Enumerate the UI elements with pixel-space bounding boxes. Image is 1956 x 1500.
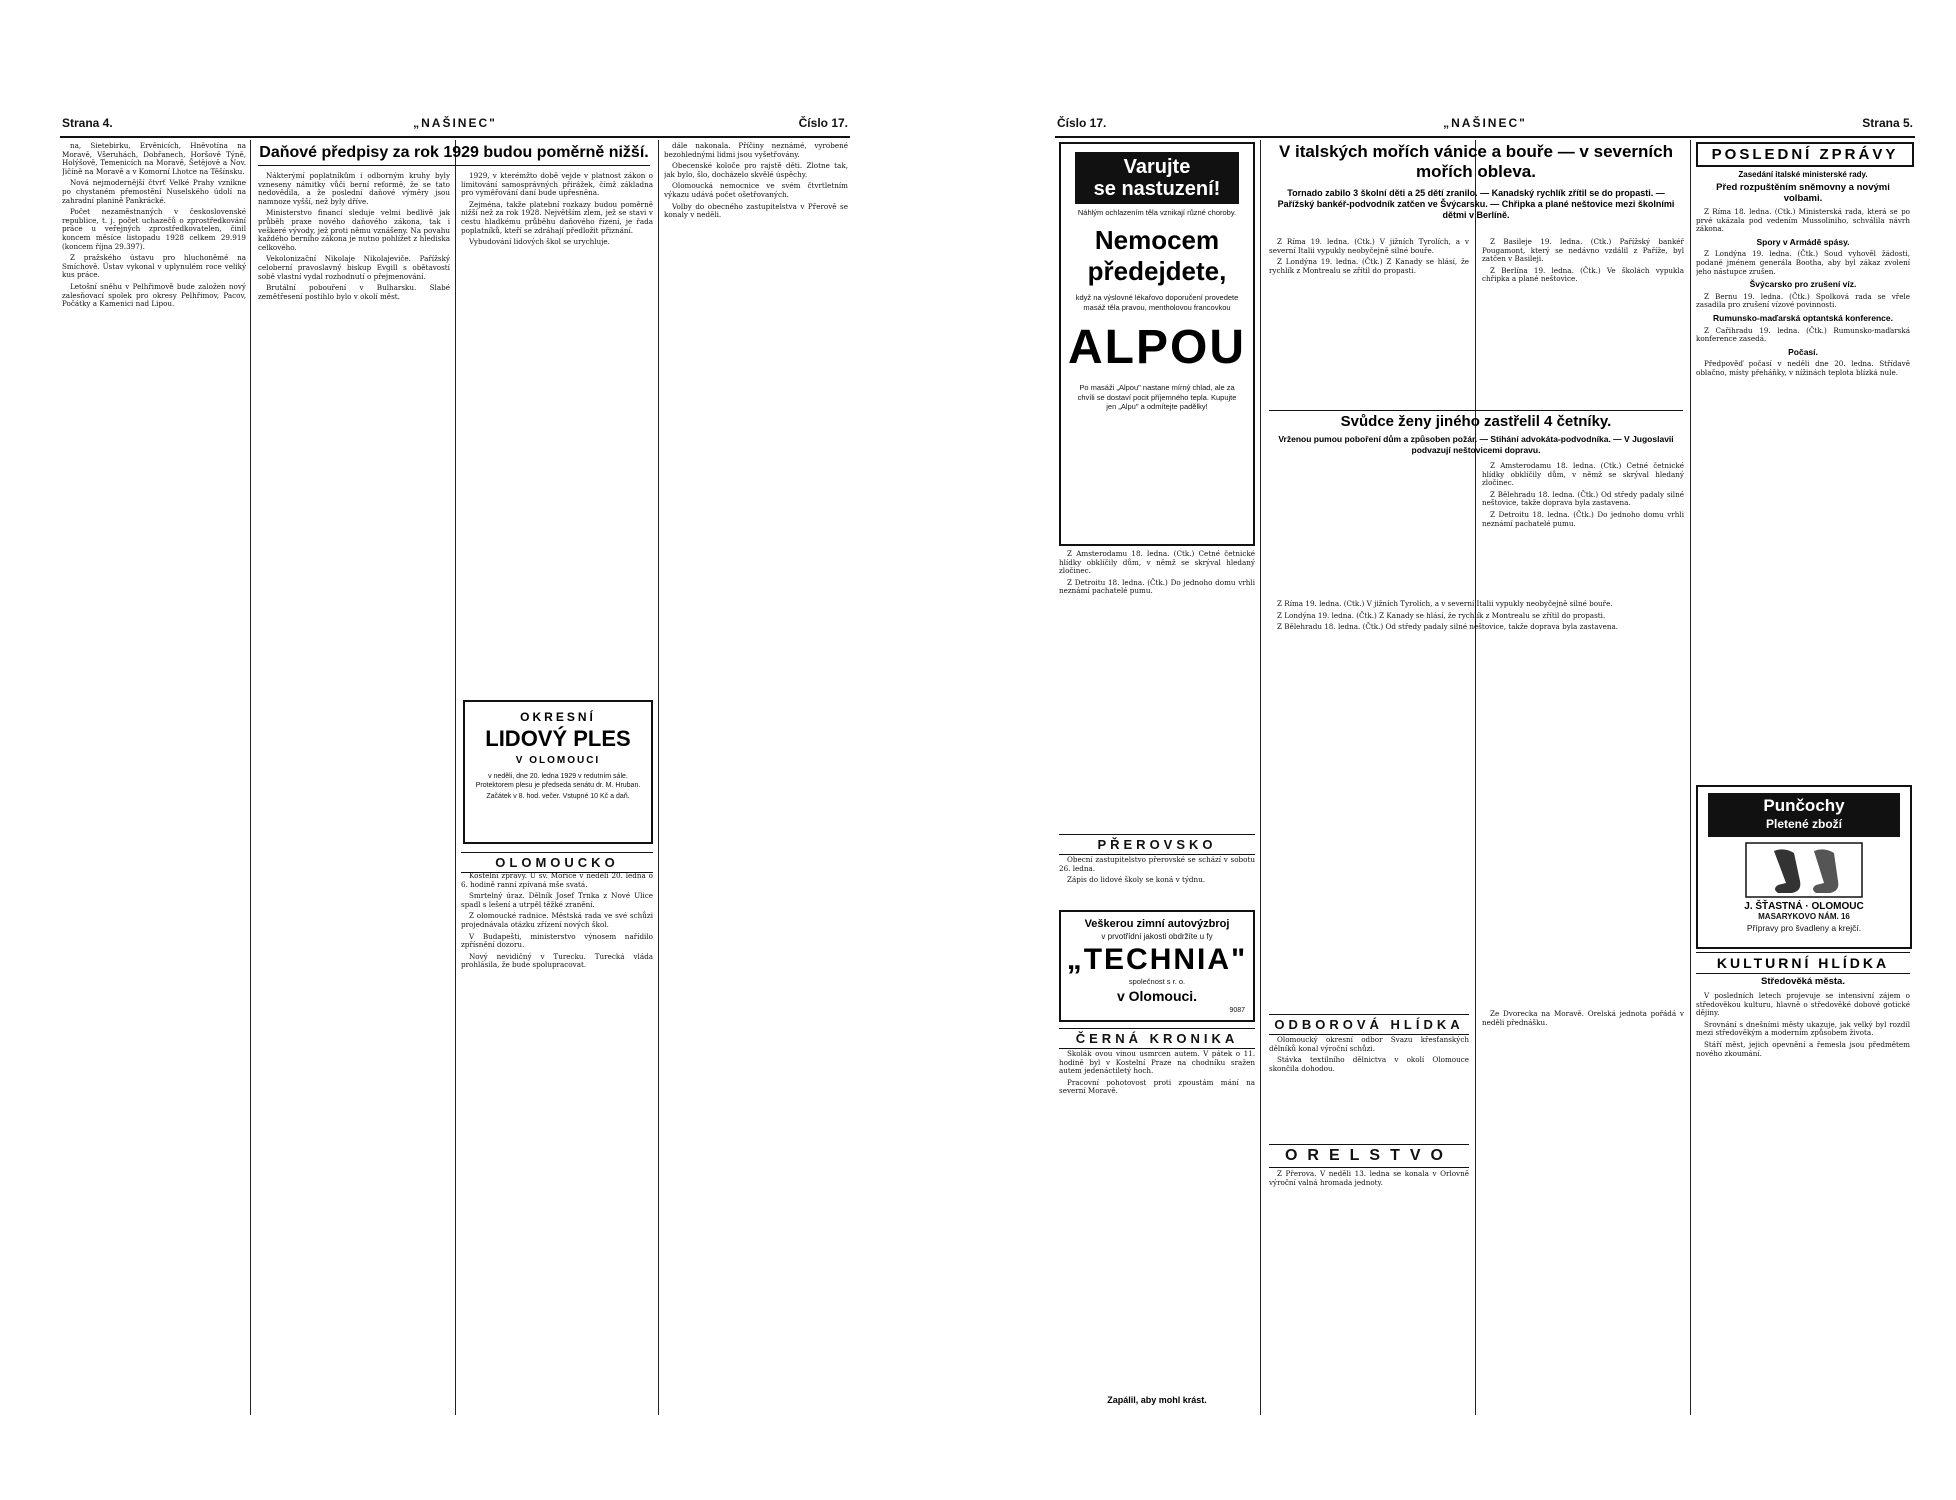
article-paragraph: Smrtelný úraz. Dělník Josef Trnka z Nové Ulice spadl s lešení a utrpěl těžké zranění. [461, 891, 653, 909]
article-paragraph: Nákterýmí poplatníkům i odborným kruhy byly vzneseny námitky vůči berní reformě, že se tato nedovědila, a že poslední daňové výměry jsou namnoze vyšší, než byly dříve. [258, 172, 450, 206]
ad-details: Začátek v 8. hod. večer. Vstupné 10 Kč a daň. [486, 793, 630, 800]
right-column-1 [1059, 550, 1255, 825]
ad-title: Veškerou zimní autovýzbroj [1084, 918, 1230, 930]
issue-number: Číslo 17. [798, 116, 848, 130]
article-paragraph: Z Londýna 19. ledna. (Čtk.) Z Kanady se hlásí, že rychlík z Montrealu se zřítil do propasti. [1269, 257, 1469, 275]
posledni-subhead: Spory v Armádě spásy. [1756, 236, 1850, 247]
orelstvo-text-a [1269, 1170, 1469, 1410]
ad-title: předejdete, [1087, 256, 1227, 286]
issue-number: Číslo 17. [1057, 116, 1107, 130]
article-paragraph: Vybudování lidových škol se urychluje. [469, 237, 610, 247]
posledni-subhead: Švýcarsko pro zrušení víz. [1749, 279, 1857, 290]
ad-number: 9087 [1229, 1007, 1245, 1014]
article-paragraph: Z Bělehradu 18. ledna. (Čtk.) Od středy padaly silné neštovice, takže doprava byla zastavena. [1277, 622, 1619, 632]
headline-weather: V italských mořích vánice a bouře — v severních mořích obleva. [1278, 142, 1673, 181]
article-paragraph: Vekolonizační Nikolaje Nikolajeviče. Pařížský celoberní pravoslavný biskup Evgill s obětavostí sobě vlastní vydal rozhodnutí o přejmenování. [258, 254, 450, 281]
section-cerna-kronika [1059, 1024, 1255, 1053]
ad-text: v prvotřídní jakosti obdržíte u fy [1101, 932, 1213, 941]
column-rule [455, 140, 456, 1415]
article-paragraph: na, Sietebirku, Ervěnicích, Hněvotína na Moravě, Všeruhách, Dobřanech, Horšově Týně, Holýšově, Temenicích na Moravě, Šetějově a Nov. Jičíně na Moravě a v Komorní Lhotce na Těšínsku. [62, 142, 246, 176]
article-paragraph: Ze Dvorecka na Moravě. Orelská jednota pořádá v neděli přednášku. [1482, 1010, 1684, 1027]
kulturni-sub: Středověká města. [1761, 976, 1845, 987]
cerna-text [1059, 1050, 1255, 1390]
weather-col-a [1269, 238, 1469, 408]
article-paragraph: Volby do obecného zastupitelstva v Přerově se konaly v neděli. [664, 201, 848, 220]
ad-banner [1708, 793, 1900, 837]
article-paragraph: Z Přerova. V neděli 13. ledna se konala v Orlovně výroční valná hromada jednoty. [1269, 1170, 1469, 1187]
article-paragraph: V Budapešti, ministerstvo výnosem nařídilo zpřísnění dozoru. [461, 931, 653, 950]
ad-text: když na výslovné lékařovo doporučení provedete masáž těla pravou, mentholovou francovkou [1075, 293, 1239, 312]
gendarmes-col [1482, 462, 1684, 592]
column-rule [1690, 140, 1691, 1415]
ad-line: V OLOMOUCI [515, 755, 601, 766]
article-paragraph: Olomoucký okresní odbor Svazu křesťanských dělníků konal výroční schůzi. [1269, 1036, 1469, 1053]
article-paragraph: Z Londýna 19. ledna. (Čtk.) Z Kanady se hlásí, že rychlík z Montrealu se zřítil do propasti. [1277, 610, 1606, 620]
section-title: PŘEROVSKO [1059, 834, 1255, 855]
article-paragraph: Pracovní pohotovost proti zpoustám mání na severní Moravě. [1059, 1077, 1255, 1096]
article-paragraph: Z Detroitu 18. ledna. (Čtk.) Do jednoho domu vrhli neznámí pachatelé pumu. [1482, 509, 1684, 528]
left-newspaper-page [60, 110, 850, 1420]
section-kulturni: KULTURNÍ HLÍDKA [1696, 952, 1910, 974]
section-title: OLOMOUCKO [461, 852, 653, 873]
ad-street: MASARYKOVO NÁM. 16 [1758, 912, 1850, 921]
posledni-sub2: Před rozpuštěním sněmovny a novými volbami. [1716, 182, 1890, 204]
left-column-1 [62, 142, 246, 1412]
ad-title: se nastuzení! [1093, 178, 1221, 200]
ad-title: Nemocem [1094, 225, 1220, 255]
article-paragraph: Z Bernu 19. ledna. (Čtk.) Spolková rada se vřele zasadila pro zrušení vízové povinnosti. [1696, 291, 1910, 310]
article-paragraph: Z Basileje 19. ledna. (Čtk.) Pařížský bankéř Pougamont, který se nedávno vzdálil z Paříže, byl zatčen v Basileji. [1482, 238, 1684, 264]
article-paragraph: Obecní zastupitelstvo přerovské se schází v sobotu 26. ledna. [1059, 856, 1255, 873]
masthead: „NAŠINEC" [1443, 116, 1527, 130]
article-paragraph: Srovnání s dnešními městy ukazuje, jak velký byl rozdíl mezi středověkým a moderním způsobem života. [1696, 1019, 1910, 1038]
left-page-header [60, 110, 850, 138]
ad-title: Punčochy [1763, 796, 1845, 815]
left-column-3 [461, 172, 653, 692]
page-number: Strana 4. [62, 116, 113, 130]
ad-text: Po masáži „Alpou" nastane mírný chlad, ale za chvíli se dostaví pocit příjemného tepla. Kupujte jen „Alpu" a odmítejte padělky! [1077, 383, 1237, 411]
orelstvo-text-b [1482, 1010, 1684, 1410]
article-paragraph: Z olomoucké radnice. Městská rada ve své schůzi projednávala otázku zřízení nových škol. [461, 911, 653, 929]
article-paragraph: Z Bělehradu 18. ledna. (Čtk.) Od středy padaly silné neštovice, takže doprava byla zastavena. [1482, 489, 1684, 508]
section-posledni-zpravy: POSLEDNÍ ZPRÁVY [1696, 142, 1914, 167]
article-paragraph: Stávka textilního dělnictva v okolí Olomouce skončila dohodou. [1269, 1055, 1469, 1073]
headline-tax: Daňové předpisy za rok 1929 budou poměrně nižší. [258, 143, 650, 166]
ad-title: Pletené zboží [1765, 817, 1842, 831]
olomoucko-text [461, 872, 653, 1412]
section-title: ČERNÁ KRONIKA [1059, 1028, 1255, 1049]
section-prerovsko [1059, 830, 1255, 859]
article-paragraph: Olomoucká nemocnice ve svém čtvrtletním výkazu udává počet ošetřovaných. [664, 181, 848, 199]
article-paragraph: Z Berlína 19. ledna. (Čtk.) Ve školách vypukla chřipka a plané neštovice. [1482, 265, 1684, 284]
article-paragraph: Z pražského ústavu pro hluchoněmé na Smíchově. Ústav vykonal v uplynulém roce veliký kus práce. [62, 253, 246, 280]
ad-title: LIDOVÝ PLES [485, 726, 631, 751]
article-paragraph: Z Londýna 19. ledna. (Čtk.) Soud vyhověl žádosti, podané jménem generála Bootha, aby byl zákaz zvolení jeho nástupce zrušen. [1696, 249, 1910, 276]
column-rule [250, 140, 251, 1415]
subhead-weather: Tornado zabilo 3 školní děti a 25 dětí zranilo. — Kanadský rychlík zřítil se do propasti. — Pařížský bankéř-podvodník zatčen ve Švýcarsku. — Chřipka a plané neštovice mezi školními dětmi v Berlíně. [1277, 188, 1675, 220]
article-paragraph: Kostelní zprávy. U sv. Mořice v neděli 20. ledna o 6. hodině ranní zpívaná mše svatá. [461, 872, 653, 889]
article-paragraph: Z Říma 18. ledna. (Čtk.) Ministerská rada, která se po prvé ukázala pod vedením Mussoliniho, schválila návrh zákona. [1696, 208, 1910, 234]
ad-lidovy-ples [463, 700, 653, 844]
stocking-illustration-icon [1744, 841, 1864, 899]
masthead: „NAŠINEC" [413, 116, 497, 130]
article-paragraph: Z Amsterodamu 18. ledna. (Čtk.) Četné četnické hlídky obklíčily dům, v němž se skrýval hledaný zločinec. [1482, 462, 1684, 488]
right-page-header [1055, 110, 1915, 138]
ad-text: v Olomouci. [1116, 988, 1198, 1004]
article-paragraph: Ministerstvo financí sleduje velmi bedlivě jak průběh praxe nového daňového zákona, tak i veškeré vývody, jež proti němu vznášeny. Na povahu každého berního zákona je nutno pohlížet z hlediska celkového. [258, 208, 450, 252]
posledni-text [1696, 208, 1910, 778]
article-paragraph: Obecenské koloče pro rajstě děti. Zlotne tak, jak bylo, šlo, docházelo skvělé úspěchy. [664, 161, 848, 179]
article-paragraph: Brutální pobouření v Bulharsku. Slabé zemětřesení postihlo bylo v okolí měst. [258, 283, 450, 301]
cerna-footer: Zapálil, aby mohl krást. [1107, 1395, 1207, 1405]
article-paragraph: Z Cařihradu 19. ledna. (Čtk.) Rumunsko-maďarská konference zasedá. [1696, 325, 1910, 344]
ad-brand: ALPOU [1068, 321, 1246, 374]
ad-line: OKRESNÍ [520, 710, 596, 724]
column-rule [1260, 140, 1261, 1415]
article-paragraph: Předpověď počasí v neděli dne 20. ledna. Střídavě oblačno, místy přeháňky, v nížinách teplota blízká nule. [1696, 359, 1910, 377]
ad-details: v neděli, dne 20. ledna 1929 v redutním sále. Protektorem plesu je předseda senátu dr. M. Hruban. [475, 773, 641, 789]
article-paragraph: Nový nevidičný v Turecku. Turecká vláda prohlásila, že bude spolupracovat. [461, 951, 653, 970]
weather-col-b [1482, 238, 1684, 408]
ad-banner [1075, 152, 1239, 204]
article-paragraph: Letošní sněhu v Pelhřimově bude založen nový zalesňovací spolek pro okresy Pelhřimov, Pacov, Počátky a Kamenici nad Lipou. [62, 281, 246, 309]
kulturni-text [1696, 992, 1910, 1412]
subhead-gendarmes: Vrženou pumou poboření dům a způsoben požár. — Stihání advokáta-podvodníka. — V Jugoslavii podvazují neštovicemi dopravu. [1278, 434, 1674, 455]
section-odborova [1269, 1010, 1469, 1039]
ad-text: Náhlým ochlazením těla vznikají různé choroby. [1077, 208, 1237, 217]
article-paragraph: Nová nejmodernější čtvrť Velké Prahy vznikne po chystaném přemostění Nuselského údolí na zahradní planině Pankrácké. [62, 178, 246, 205]
right-column-2 [1269, 600, 1679, 995]
column-rule [658, 140, 659, 1415]
posledni-subhead: Rumunsko-maďarská optantská konference. [1713, 312, 1893, 323]
article-paragraph: Z Říma 19. ledna. (Čtk.) V jižních Tyrolích, a v severní Italii vypukly neobyčejně silné bouře. [1269, 238, 1469, 255]
article-paragraph: Počet nezaměstnaných v československé republice, t. j. počet uchazečů o zprostředkování práce u veřejných zprostředkovatelen, činil koncem měsíce listopadu 1928 celkem 29.919 (koncem října 29.397). [62, 207, 246, 251]
right-newspaper-page [1055, 110, 1915, 1420]
article-paragraph: Zejména, takže platební rozkazy budou poměrně nižší než za rok 1928. Největším zlem, jež se stavi v cestu hladkému průběhu daňového řízení, je řada poplatníků, kteří se zdráhají předložit přiznání. [461, 199, 653, 235]
ad-shop: J. ŠŤASTNÁ · OLOMOUC [1744, 901, 1864, 912]
headline-gendarmes: Svůdce ženy jiného zastřelil 4 četníky. [1269, 410, 1683, 431]
article-paragraph: Zápis do lidové školy se koná v týdnu. [1067, 875, 1206, 885]
section-title: ORELSTVO [1269, 1144, 1469, 1168]
article-paragraph: Stáří měst, jejich opevnění a řemesla jsou předmětem nového zkoumání. [1696, 1039, 1910, 1058]
ad-text: společnost s r. o. [1128, 977, 1186, 986]
posledni-sub: Zasedání italské ministerské rady. [1738, 170, 1868, 179]
article-paragraph: 1929, v kterémžto době vejde v platnost zákon o limitování samosprávných přirážek, čímž základna pro vyměřování daní bude upřesněna. [461, 172, 653, 198]
ad-brand: „TECHNIA" [1066, 943, 1248, 976]
left-column-2 [258, 172, 450, 1412]
prerovsko-text [1059, 856, 1255, 906]
article-paragraph: Z Amsterodamu 18. ledna. (Čtk.) Četné četnické hlídky obklíčily dům, v němž se skrýval hledaný zločinec. [1059, 550, 1255, 576]
ad-puncochy [1696, 785, 1912, 949]
ad-technia [1059, 910, 1255, 1022]
odborova-text [1269, 1036, 1469, 1136]
ad-title: Varujte [1123, 156, 1191, 178]
article-paragraph: dále nakonala. Příčiny neznámé, vyrobené bezohlednými lidmi jsou vyšetřovány. [664, 142, 848, 159]
posledni-subhead: Počasí. [1788, 346, 1818, 357]
left-column-4 [664, 142, 848, 1412]
article-paragraph: V posledních letech projevuje se intensivní zájem o středověkou kulturu, hlavně o středověké dobové gotické dějiny. [1696, 992, 1910, 1018]
section-orelstvo [1269, 1140, 1469, 1172]
article-paragraph: Skolák ovou vinou usmrcen autem. V pátek o 11. hodině byl v Kostelní Praze na chodníku sražen autem jedenáctiletý hoch. [1059, 1050, 1255, 1076]
article-paragraph: Z Říma 19. ledna. (Čtk.) V jižních Tyrolích, a v severní Italii vypukly neobyčejně silné bouře. [1277, 600, 1613, 608]
ad-tagline: Přípravy pro švadleny a krejčí. [1746, 923, 1862, 933]
ad-alpa [1059, 142, 1255, 546]
page-number: Strana 5. [1862, 116, 1913, 130]
article-paragraph: Z Detroitu 18. ledna. (Čtk.) Do jednoho domu vrhli neznámí pachatelé pumu. [1059, 577, 1255, 596]
section-title: ODBOROVÁ HLÍDKA [1269, 1014, 1469, 1035]
